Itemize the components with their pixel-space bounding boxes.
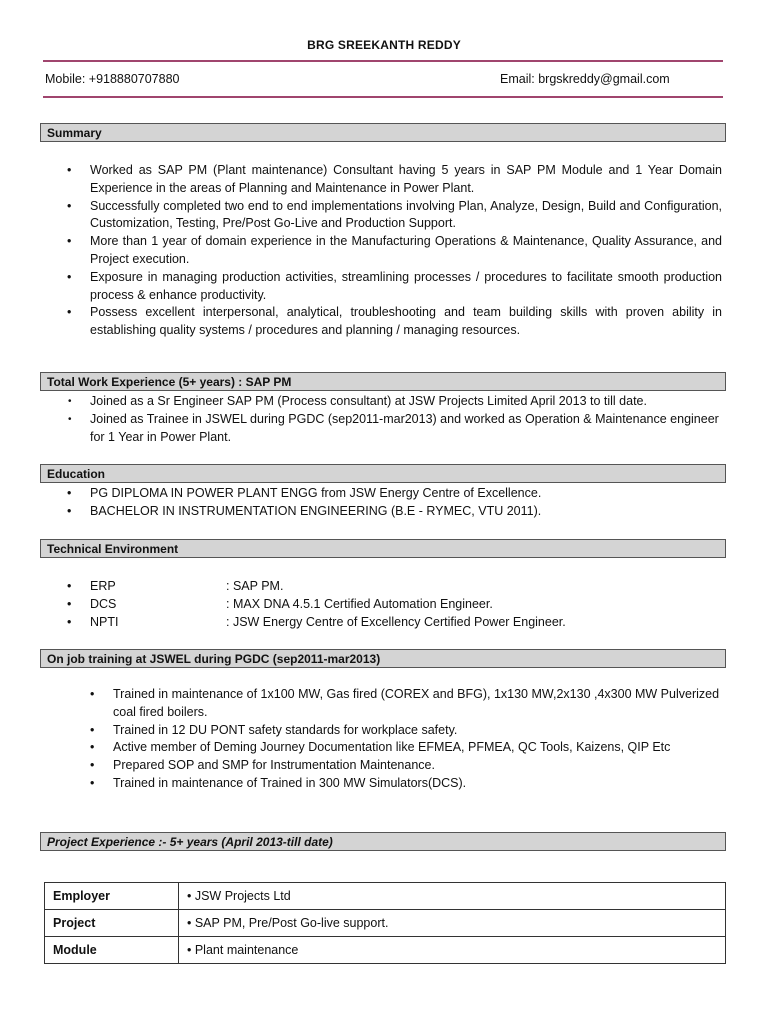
row-value: • Plant maintenance — [179, 937, 726, 964]
training-item: • Prepared SOP and SMP for Instrumentation Maintenance. — [113, 757, 723, 775]
training-item: • Trained in maintenance of 1x100 MW, Gas fired (COREX and BFG), 1x130 MW,2x130 ,4x300 MW Pulverized coal fired boilers. — [90, 687, 720, 719]
tech-list — [67, 578, 722, 631]
bullet-icon: • — [90, 740, 95, 755]
section-summary-heading: Summary — [40, 123, 726, 142]
bullet-icon: • — [68, 396, 72, 407]
bullet-icon: • — [90, 687, 95, 701]
bullet-icon: • — [67, 234, 72, 249]
bullet-icon: • — [67, 198, 72, 213]
education-list — [67, 485, 722, 521]
section-tech-heading: Technical Environment — [40, 539, 726, 558]
bullet-icon: • — [67, 269, 72, 284]
bullet-icon: • — [67, 614, 72, 629]
bullet-icon: • — [90, 775, 95, 790]
section-training-heading: On job training at JSWEL during PGDC (sep2011-mar2013) — [40, 649, 726, 668]
email-address: Email: brgskreddy@gmail.com — [500, 72, 670, 86]
row-label: Project — [45, 910, 179, 937]
table-row — [45, 937, 726, 964]
training-list — [90, 686, 723, 793]
bullet-icon: • — [67, 596, 72, 611]
work-item: • Joined as a Sr Engineer SAP PM (Process consultant) at JSW Projects Limited April 2013 to till date. — [90, 393, 722, 411]
bullet-icon: • — [67, 163, 72, 177]
summary-item: • More than 1 year of domain experience in the Manufacturing Operations & Maintenance, Quality Assurance, and Project execution. — [67, 234, 722, 266]
summary-list — [67, 162, 722, 340]
summary-item: • Possess excellent interpersonal, analytical, troubleshooting and team building skills with proven ability in establishing quality systems / procedures and planning / managing resources. — [67, 305, 722, 338]
bullet-icon: • — [90, 722, 95, 737]
section-project-heading: Project Experience :- 5+ years (April 2013-till date) — [40, 832, 726, 851]
bullet-icon: • — [67, 579, 72, 593]
tech-item: • ERP : SAP PM. — [90, 578, 722, 596]
summary-item: • Worked as SAP PM (Plant maintenance) Consultant having 5 years in SAP PM Module and 1 Year Domain Experience in the areas of Planning and Maintenance in Power Plant. — [67, 163, 722, 195]
row-label: Module — [45, 937, 179, 964]
bullet-icon: • — [67, 305, 72, 320]
bullet-icon: • — [68, 413, 72, 425]
contact-line — [45, 72, 725, 86]
bullet-icon: • — [67, 503, 72, 518]
training-item: • Trained in maintenance of Trained in 300 MW Simulators(DCS). — [113, 775, 723, 793]
table-row — [45, 910, 726, 937]
candidate-name: BRG SREEKANTH REDDY — [307, 38, 461, 52]
work-item: • Joined as Trainee in JSWEL during PGDC (sep2011-mar2013) and worked as Operation & Maintenance engineer for 1 Year in Power Plant. — [68, 411, 719, 444]
training-item: • Active member of Deming Journey Documentation like EFMEA, PFMEA, QC Tools, Kaizens, QIP Etc — [113, 739, 723, 757]
header-rule-bottom — [43, 96, 723, 98]
tech-item: • NPTI : JSW Energy Centre of Excellency Certified Power Engineer. — [90, 614, 722, 632]
work-list — [68, 393, 722, 446]
bullet-icon: • — [67, 486, 72, 500]
education-item: • PG DIPLOMA IN POWER PLANT ENGG from JSW Energy Centre of Excellence. — [90, 485, 722, 503]
section-education-heading: Education — [40, 464, 726, 483]
training-item: • Trained in 12 DU PONT safety standards for workplace safety. — [113, 722, 723, 740]
table-row — [45, 883, 726, 910]
section-work-heading: Total Work Experience (5+ years) : SAP PM — [40, 372, 726, 391]
header-rule-top — [43, 60, 723, 62]
bullet-icon: • — [90, 758, 95, 773]
row-label: Employer — [45, 883, 179, 910]
project-table — [44, 882, 726, 964]
summary-item: • Successfully completed two end to end implementations involving Plan, Analyze, Design, Build and Configuration, Customization, Testing, Pre/Post Go-Live and Production Support. — [67, 198, 722, 231]
row-value: • JSW Projects Ltd — [179, 883, 726, 910]
row-value: • SAP PM, Pre/Post Go-live support. — [179, 910, 726, 937]
education-item: • BACHELOR IN INSTRUMENTATION ENGINEERING (B.E - RYMEC, VTU 2011). — [90, 503, 722, 521]
mobile-number: Mobile: +918880707880 — [45, 72, 180, 86]
summary-item: • Exposure in managing production activities, streamlining processes / procedures to facilitate smooth production process & enhance productivity. — [67, 269, 722, 302]
tech-item: • DCS : MAX DNA 4.5.1 Certified Automation Engineer. — [90, 596, 722, 614]
